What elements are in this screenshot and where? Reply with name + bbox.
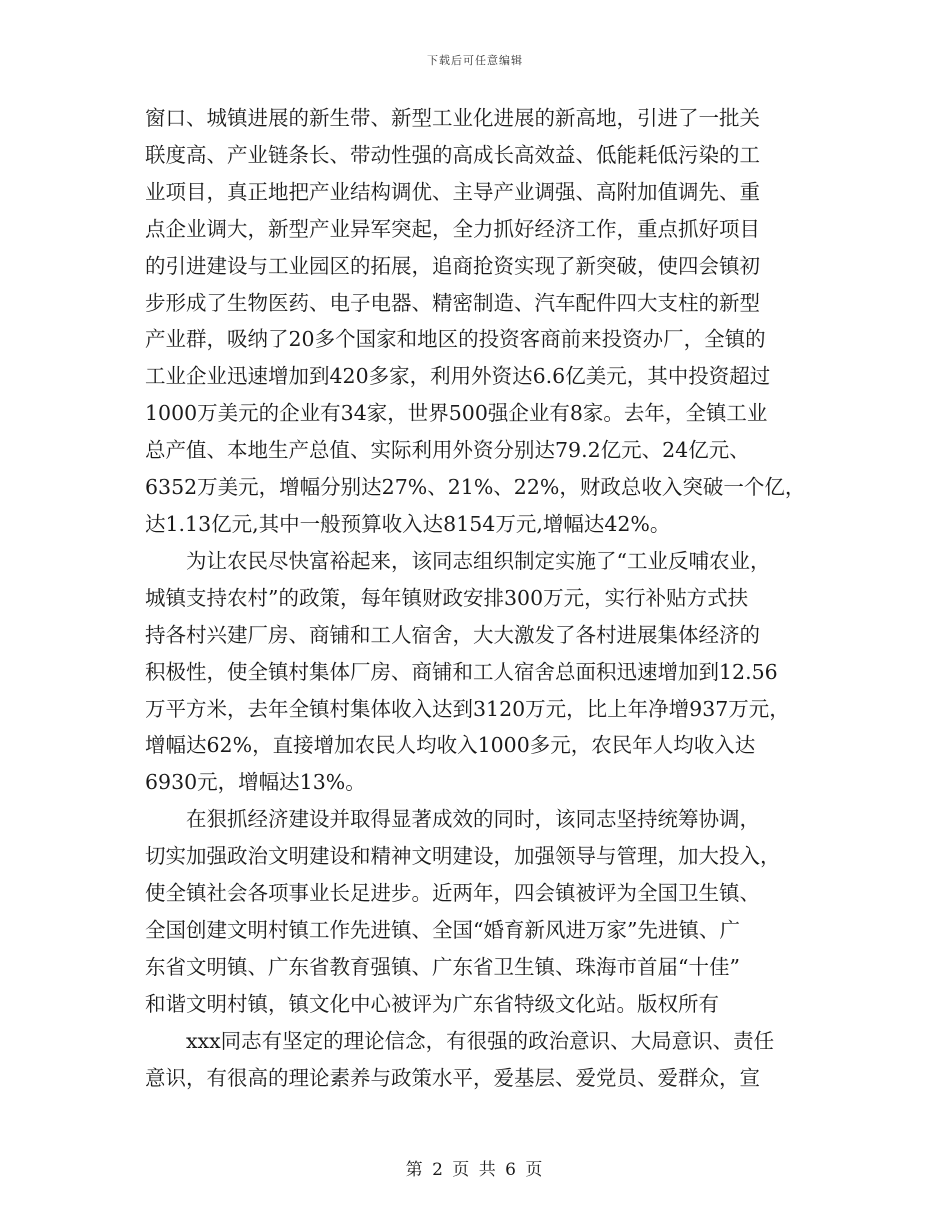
- text-line: 的引进建设与工业园区的拓展，追商抢资实现了新突破，使四会镇初: [145, 253, 760, 278]
- text-line: 联度高、产业链条长、带动性强的高成长高效益、低能耗低污染的工: [145, 142, 760, 167]
- text-line: 万平方米，去年全镇村集体收入达到3120万元，比上年净增937万元，: [145, 696, 790, 721]
- text-line: 持各村兴建厂房、商铺和工人宿舍，大大激发了各村进展集体经济的: [145, 622, 760, 647]
- text-line: 1000万美元的企业有34家，世界500强企业有8家。去年，全镇工业: [145, 401, 768, 426]
- paragraph: [145, 801, 805, 1022]
- paragraph: [145, 543, 805, 801]
- text-line: 东省文明镇、广东省教育强镇、广东省卫生镇、珠海市首届“十佳”: [145, 954, 740, 979]
- text-line: 为让农民尽快富裕起来，该同志组织制定实施了“工业反哺农业，: [186, 548, 771, 573]
- text-line: 全国创建文明村镇工作先进镇、全国“婚育新风进万家”先进镇、广: [145, 917, 740, 942]
- paragraph: [145, 100, 805, 543]
- text-line: 点企业调大，新型产业异军突起，全力抓好经济工作，重点抓好项目: [145, 216, 760, 241]
- text-line: 6352万美元，增幅分别达27%、21%、22%，财政总收入突破一个亿，: [145, 475, 806, 500]
- text-line: 积极性，使全镇村集体厂房、商铺和工人宿舍总面积迅速增加到12.56: [145, 659, 778, 684]
- text-line: 和谐文明村镇，镇文化中心被评为广东省特级文化站。版权所有: [145, 991, 719, 1016]
- text-line: 使全镇社会各项事业长足进步。近两年，四会镇被评为全国卫生镇、: [145, 881, 760, 906]
- text-line: 工业企业迅速增加到420多家，利用外资达6.6亿美元，其中投资超过: [145, 364, 771, 389]
- text-line: 意识，有很高的理论素养与政策水平，爱基层、爱党员、爱群众，宣: [145, 1065, 760, 1090]
- text-line: 增幅达62%，直接增加农民人均收入1000多元，农民年人均收入达: [145, 733, 756, 758]
- document-body: [145, 100, 805, 1096]
- text-line: 切实加强政治文明建设和精神文明建设，加强领导与管理，加大投入，: [145, 844, 781, 869]
- text-line: 窗口、城镇进展的新生带、新型工业化进展的新高地，引进了一批关: [145, 106, 760, 130]
- text-line: 6930元，增幅达13%。: [145, 770, 366, 795]
- text-line: 产业群，吸纳了20多个国家和地区的投资客商前来投资办厂，全镇的: [145, 327, 766, 352]
- text-line: 在狠抓经济建设并取得显著成效的同时，该同志坚持统筹协调，: [186, 807, 760, 832]
- text-line: 步形成了生物医药、电子电器、精密制造、汽车配件四大支柱的新型: [145, 290, 760, 315]
- text-line: 达1.13亿元,其中一般预算收入达8154万元,增幅达42%。: [145, 511, 671, 536]
- text-line: xxx同志有坚定的理论信念，有很强的政治意识、大局意识、责任: [186, 1028, 775, 1053]
- text-line: 城镇支持农村”的政策，每年镇财政安排300万元，实行补贴方式扶: [145, 585, 749, 610]
- page-header: 下载后可任意编辑: [427, 54, 523, 67]
- text-line: 业项目，真正地把产业结构调优、主导产业调强、高附加值调先、重: [145, 179, 760, 204]
- page-footer: 第 2 页 共 6 页: [405, 1160, 545, 1180]
- text-line: 总产值、本地生产总值、实际利用外资分别达79.2亿元、24亿元、: [145, 438, 750, 463]
- paragraph: [145, 1023, 805, 1097]
